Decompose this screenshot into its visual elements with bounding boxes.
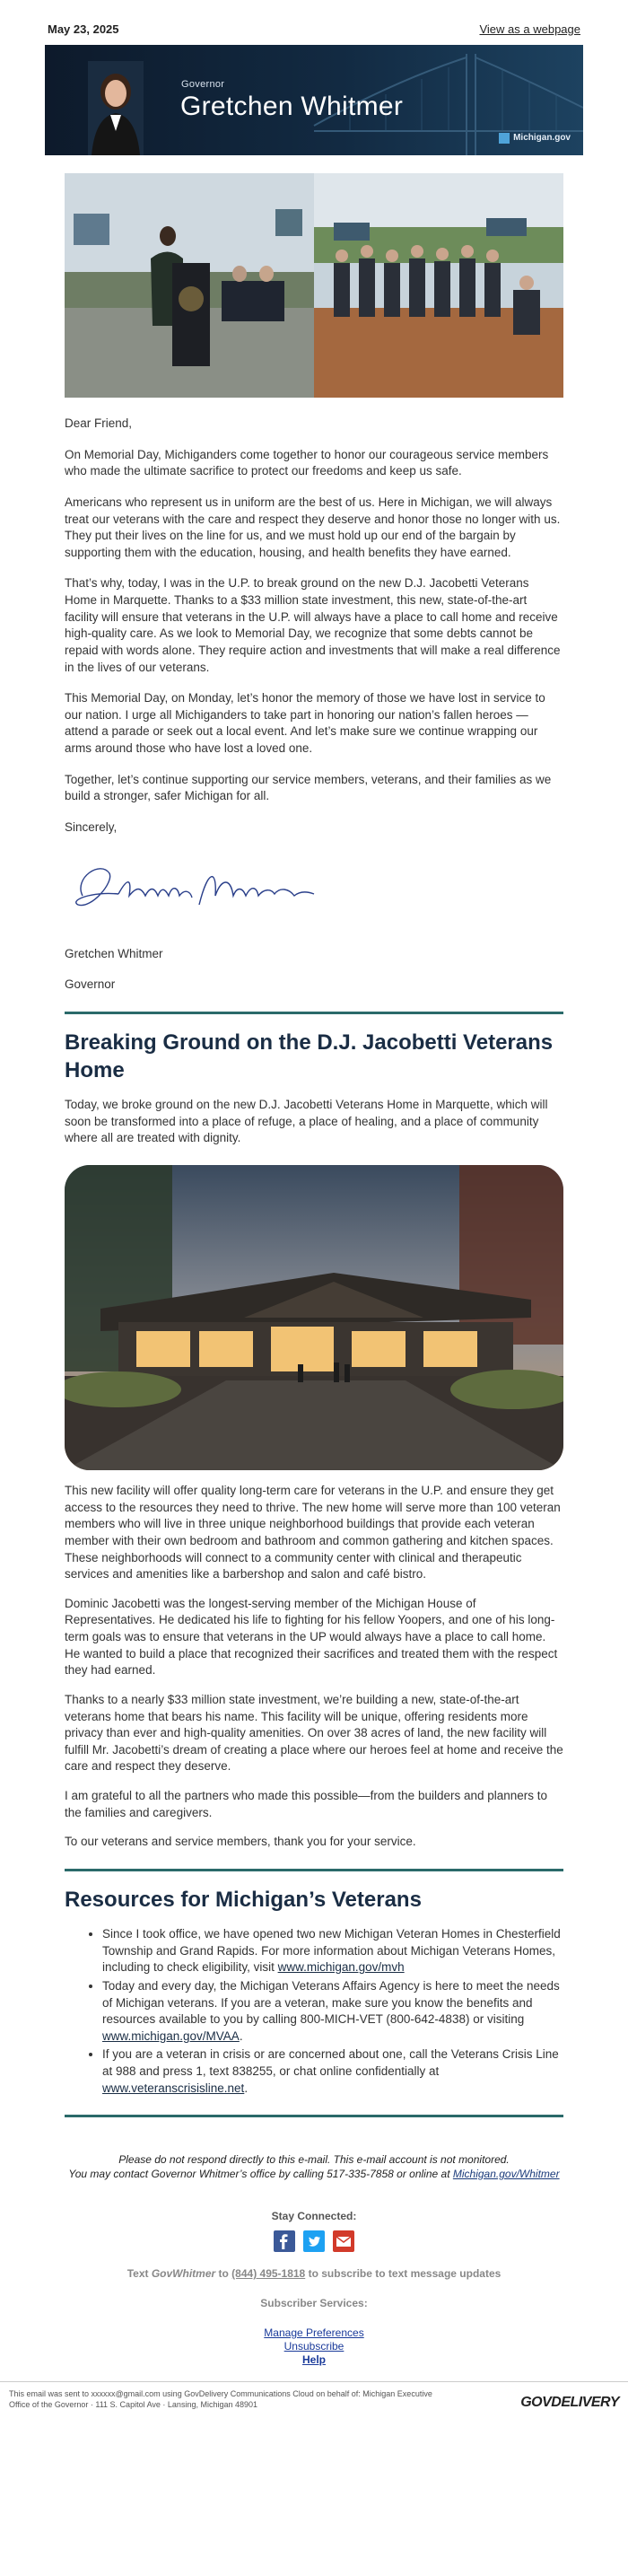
groundbreaking-paragraph: This new facility will offer quality long-term care for veterans in the U.P. and ensure they get access to the resources they need to thrive. The new home will serve more than 100 veteran members who will live in three unique neighborhood buildings that provide each veteran member with their own bedroom and bathroom and common gathering and kitchen spaces. These neighborhoods will connect to a community center with clinical and therapeutic services and amenities like a barbershop and salon and café bistro. — [65, 1484, 561, 1582]
whitmer-website-link[interactable]: Michigan.gov/Whitmer — [452, 2167, 560, 2180]
subscriber-services-label: Subscriber Services: — [260, 2296, 368, 2309]
groundbreaking-section — [0, 1029, 628, 1851]
unsubscribe-link[interactable]: Unsubscribe — [283, 2340, 345, 2353]
groundbreaking-paragraph: Dominic Jacobetti was the longest-serving member of the Michigan House of Representatives. He dedicated his life to fighting for his fellow Yoopers, and one of his long-term goals was to ensure that veterans in the UP would always have a place to call home. He wanted to build a place that recognized their sacrifices and treated them with the respect they had earned. — [65, 1596, 558, 1678]
sms-pre: Text — [126, 2267, 152, 2281]
resource-text: Today and every day, the Michigan Veterans Affairs Agency is here to meet the needs of Michigan veterans. If you are a veteran, make sure you know the benefits and resources available to you by calling 800-MICH-VET (800-642-4838) or visiting — [102, 1978, 560, 2027]
sms-mid: to — [215, 2267, 232, 2281]
section-divider — [65, 1869, 563, 1871]
letter-paragraph: That’s why, today, I was in the U.P. to break ground on the new D.J. Jacobetti Veterans Home in Marquette. Thanks to a $33 million state investment, this new, state-of-the-art facility will ensure that veterans in the U.P. will always have a place to call home and receive high-quality care. As we look to Memorial Day, we recognize that some debts cannot be repaid with words alone. They require action and investments that will make a real difference in the lives of our veterans. — [65, 576, 561, 674]
governor-letter — [0, 416, 628, 994]
disclaimer-line-1: Please do not respond directly to this e-mail. This e-mail account is not monitored. — [118, 2153, 510, 2167]
stay-connected-label: Stay Connected: — [271, 2209, 357, 2222]
section-divider — [65, 1012, 563, 1014]
governor-banner — [45, 45, 583, 155]
groundbreaking-photos-image — [65, 173, 563, 398]
sms-keyword: GovWhitmer — [151, 2267, 216, 2281]
resource-text: If you are a veteran in crisis or are concerned about one, call the Veterans Crisis Line at 988 and press 1, text 838255, or chat online confidentially at — [102, 2047, 559, 2079]
disclaimer-line-2 — [0, 2168, 628, 2182]
letter-paragraph: Together, let’s continue supporting our service members, veterans, and their families as we build a stronger, safer Michigan for all. — [65, 772, 552, 803]
social-links — [0, 2230, 628, 2252]
groundbreaking-heading: Breaking Ground on the D.J. Jacobetti Veterans Home — [65, 1030, 554, 1082]
list-item — [102, 2046, 563, 2097]
veterans-home-rendering-image — [65, 1165, 563, 1470]
facebook-icon[interactable] — [274, 2230, 295, 2252]
govdelivery-logo: GOVDELIVERY — [520, 2395, 619, 2411]
michigan-logo-text: Michigan.gov — [513, 133, 571, 144]
manage-preferences-link[interactable]: Manage Preferences — [264, 2326, 364, 2340]
view-as-webpage-link[interactable]: View as a webpage — [479, 22, 580, 36]
groundbreaking-paragraph: I am grateful to all the partners who made this possible—from the builders and planners to the families and caregivers. — [65, 1789, 548, 1819]
subscriber-links — [0, 2326, 628, 2367]
banner-governor-name: Gretchen Whitmer — [180, 92, 404, 121]
top-bar — [0, 0, 628, 45]
delivery-footer — [0, 2381, 628, 2413]
resources-list — [65, 1926, 563, 2097]
signer-title: Governor — [65, 977, 116, 992]
email-footer — [0, 2153, 628, 2367]
banner-governor-label: Governor — [181, 79, 225, 90]
disclaimer-text: You may contact Governor Whitmer’s office by calling 517-335-7858 or online at — [68, 2167, 453, 2180]
crisis-line-link[interactable]: www.veteranscrisisline.net — [102, 2081, 245, 2095]
resource-text: Since I took office, we have opened two new Michigan Veteran Homes in Chesterfield Township and Grand Rapids. For more information about Michigan Veterans Homes, including to check eligibility, visit — [102, 1927, 561, 1975]
sms-post: to subscribe to text message updates — [305, 2267, 502, 2281]
letter-paragraph: On Memorial Day, Michiganders come together to honor our courageous service members who made the ultimate sacrifice to protect our freedoms and keep us safe. — [65, 447, 549, 478]
sms-subscribe-text — [0, 2266, 628, 2282]
letter-greeting: Dear Friend, — [65, 416, 133, 430]
delivery-info-text: This email was sent to xxxxxx@gmail.com using GovDelivery Communications Cloud on behalf of: Michigan Executive Office of the Governor · 111 S. Capitol Ave · Lansing, Michigan 48901 — [9, 2389, 432, 2409]
list-item — [102, 1978, 563, 2046]
michigan-gov-logo — [499, 132, 571, 145]
resource-text-end: . — [239, 2028, 243, 2043]
resources-section — [0, 1886, 628, 2097]
resources-heading: Resources for Michigan’s Veterans — [65, 1887, 422, 1912]
groundbreaking-paragraph: To our veterans and service members, thank you for your service. — [65, 1835, 416, 1849]
groundbreaking-photo-collage — [65, 173, 563, 398]
resource-text-end: . — [244, 2081, 249, 2095]
groundbreaking-intro: Today, we broke ground on the new D.J. Jacobetti Veterans Home in Marquette, which will soon be transformed into a place of refuge, a place of healing, and a place of community where all are treated with dignity. — [65, 1098, 548, 1145]
disclaimer — [0, 2153, 628, 2181]
letter-paragraph: This Memorial Day, on Monday, let’s honor the memory of those we have lost in service to our nation. I urge all Michiganders to take part in honoring our nation’s fallen heroes — attend a parade or seek out a local event. And let’s make sure we continue wrapping our arms around those who have lost a loved one. — [65, 691, 545, 755]
section-divider — [65, 2115, 563, 2117]
email-icon[interactable] — [333, 2230, 354, 2252]
email-date: May 23, 2025 — [48, 22, 119, 36]
michigan-logo-icon — [499, 133, 510, 144]
mvaa-link[interactable]: www.michigan.gov/MVAA — [102, 2028, 240, 2043]
signer-name: Gretchen Whitmer — [65, 946, 163, 960]
groundbreaking-paragraph: Thanks to a nearly $33 million state investment, we’re building a new, state-of-the-art veterans home that bears his name. This facility will be unique, offering residents more privacy than ever and high-quality amenities. On over 38 acres of land, the new facility will fulfill Mr. Jacobetti’s dream of creating a place where our heroes feel at home and receive the care and respect they deserve. — [65, 1692, 563, 1774]
letter-closing: Sincerely, — [65, 819, 118, 834]
signature-image — [65, 842, 563, 932]
help-link[interactable]: Help — [301, 2353, 326, 2367]
letter-paragraph: Americans who represent us in uniform are the best of us. Here in Michigan, we will always treat our veterans with the care and respect they deserve and honor those no longer with us. They put their lives on the line for us, and we must hold up our end of the bargain by supporting them with the education, housing, and health benefits they have earned. — [65, 495, 561, 559]
governor-portrait — [88, 61, 144, 155]
list-item — [102, 1926, 563, 1976]
sms-number-link[interactable]: (844) 495-1818 — [231, 2267, 306, 2281]
twitter-icon[interactable] — [303, 2230, 325, 2252]
mvh-link[interactable]: www.michigan.gov/mvh — [277, 1960, 405, 1975]
